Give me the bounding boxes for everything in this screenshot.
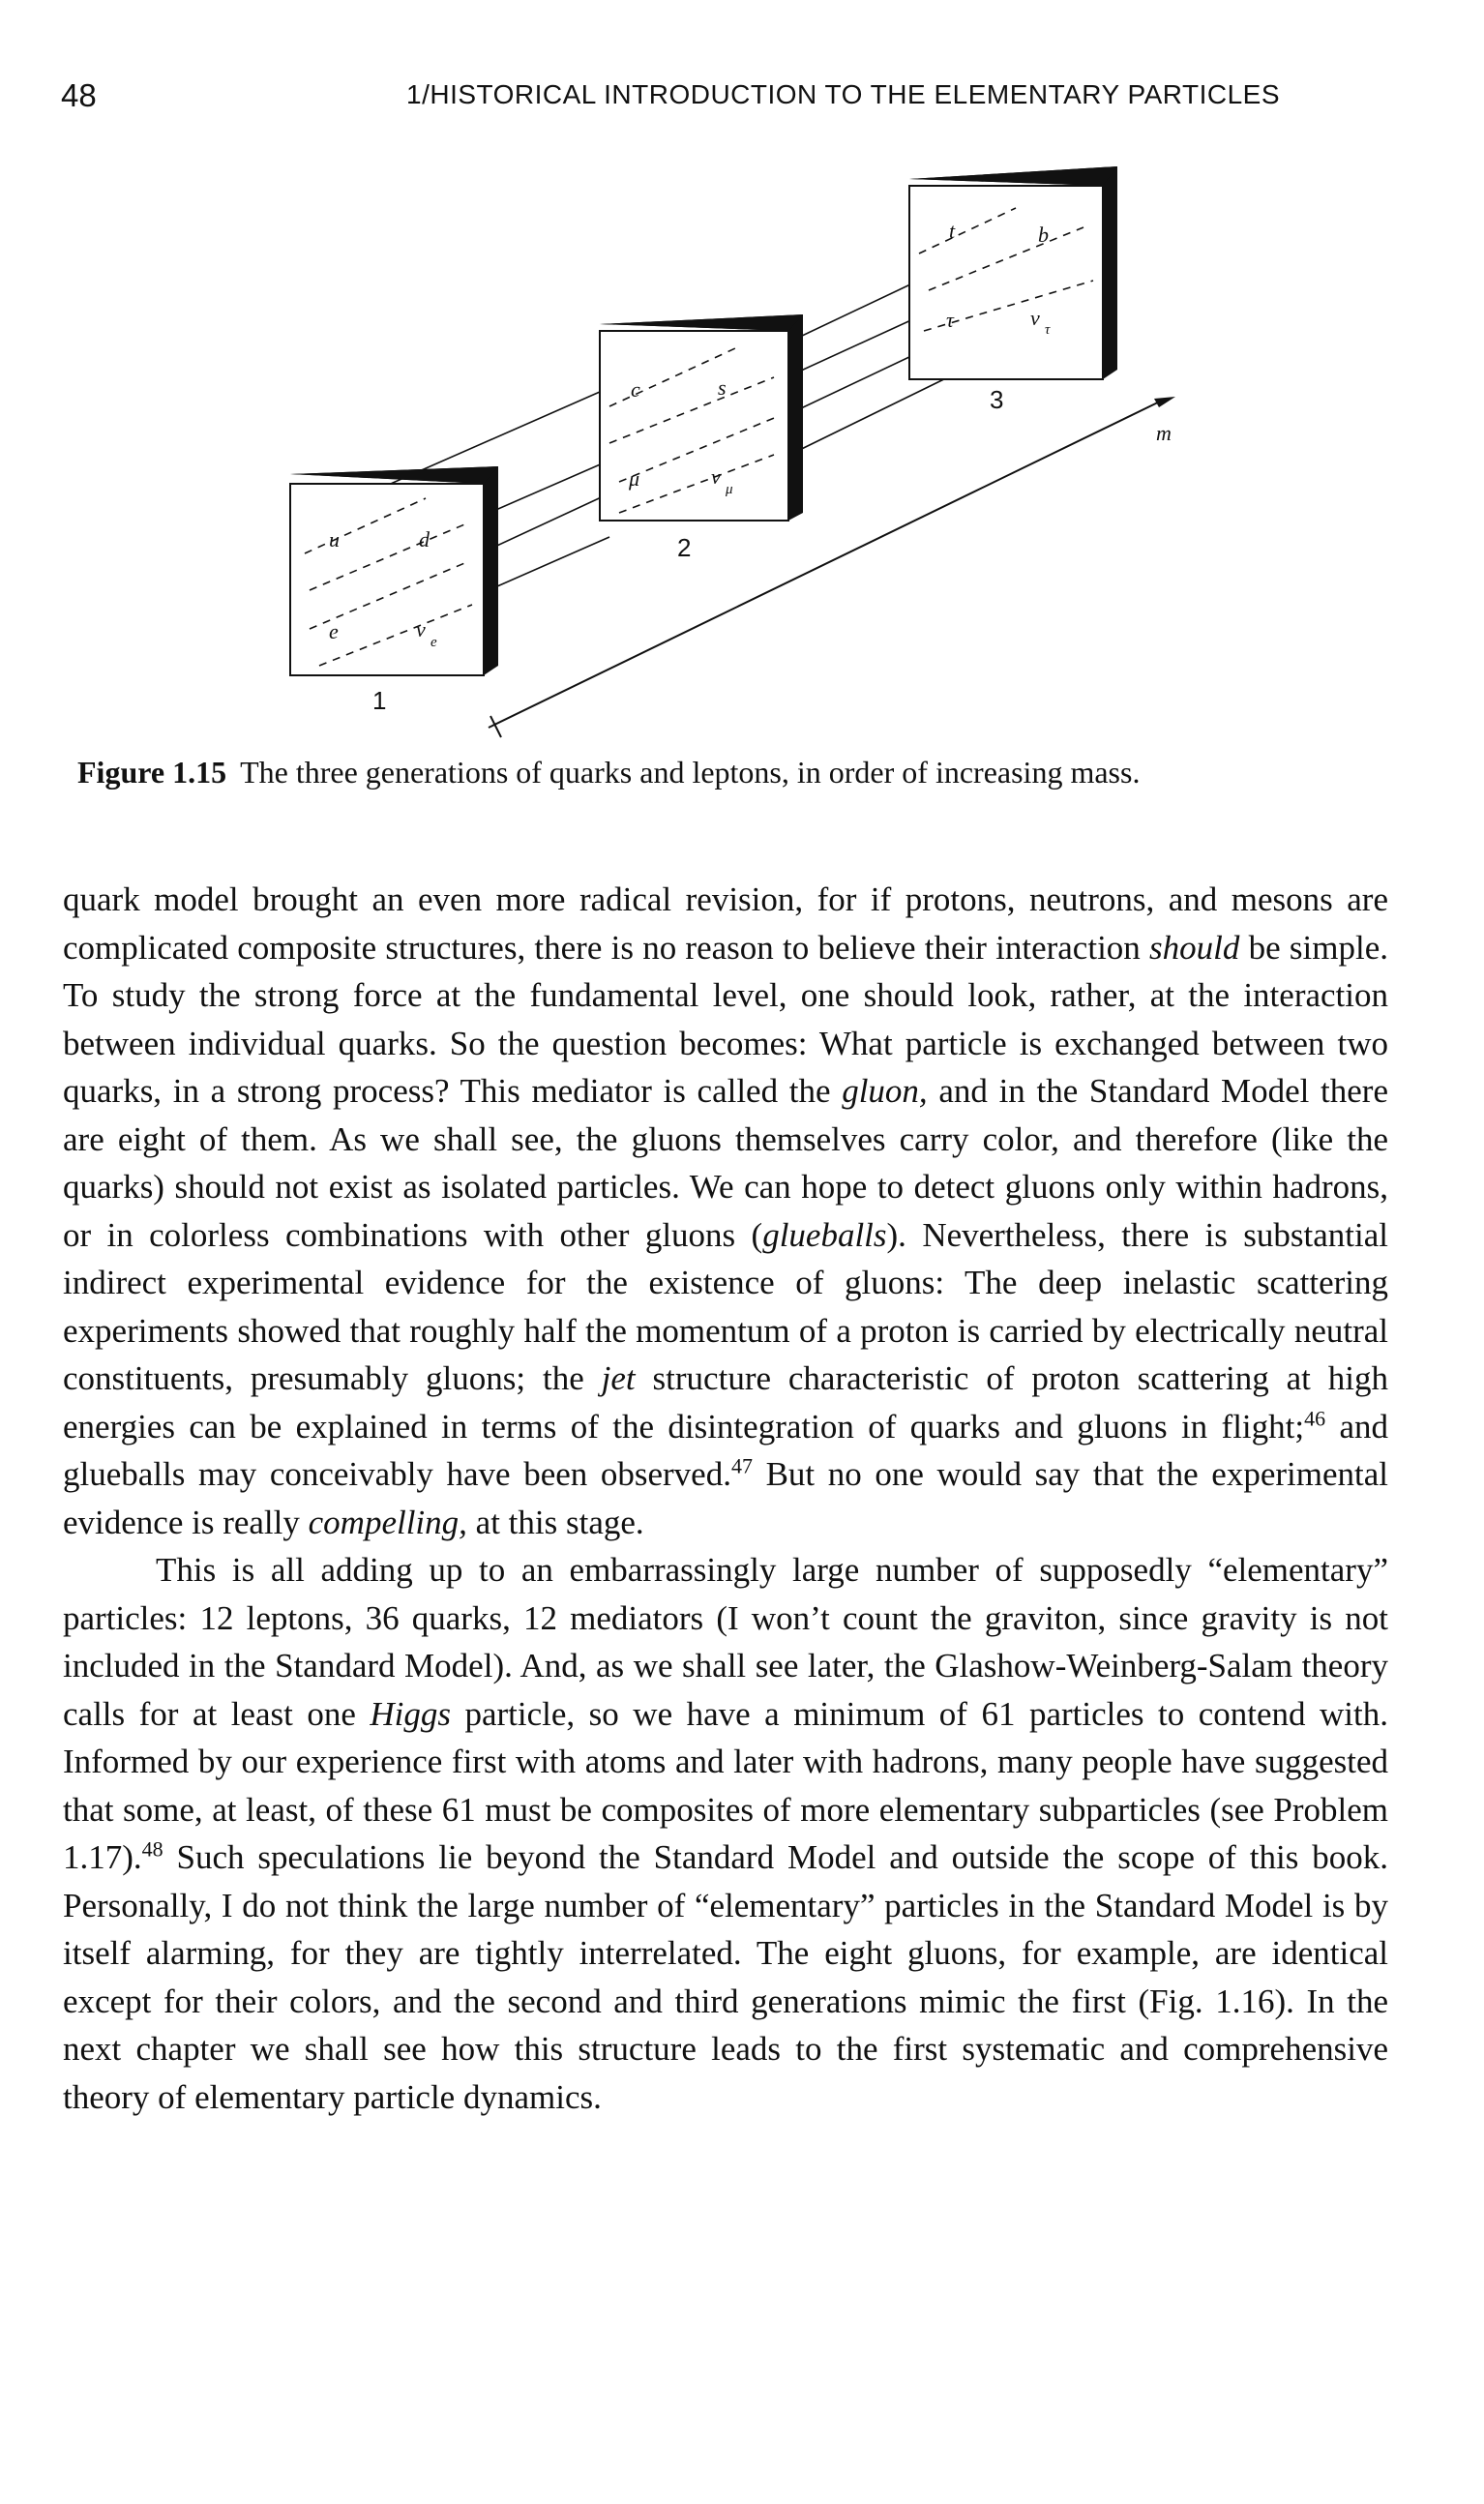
gen2-quark-down: s	[718, 375, 727, 400]
body-text	[63, 876, 1388, 2121]
gen2-lepton: μ	[629, 466, 640, 491]
mass-axis-line	[489, 399, 1166, 728]
gen3-quark-up: t	[949, 219, 956, 243]
text-run: This is all adding up to an embarrassingly large number of supposedly “elementary” particles: 12 leptons, 36 quarks, 12 mediators (I won’t count the graviton, since gravity is not included in the Standard Model). And, as we shall see later, the Glashow-Weinberg-Salam theory calls for at least one	[63, 1551, 1388, 1733]
mass-axis-arrow-icon	[1154, 397, 1175, 407]
figure-caption-text: The three generations of quarks and leptons, in order of increasing mass.	[240, 755, 1141, 790]
text-run: and in the Standard Model there are eight of them. As we shall see, the gluons themselves carry color, and therefore (like the quarks) should not exist as isolated particles. We can hope to detect gluons only within hadrons, or in colorless combinations with other gluons (	[63, 1072, 1388, 1254]
running-head: 1/HISTORICAL INTRODUCTION TO THE ELEMENTARY PARTICLES	[406, 79, 1280, 109]
text-run: particle, so we have a minimum of 61 particles to contend with. Informed by our experience first with atoms and later with hadrons, many people have suggested that some, at least, of these 61 must be composites of more elementary subparticles (see Problem 1.17).	[63, 1694, 1388, 1876]
gen3-neutrino: ν	[1030, 306, 1040, 330]
emphasis-text: jet	[601, 1359, 636, 1397]
figure-caption-label: Figure 1.15	[77, 755, 227, 790]
generations-figure	[0, 145, 1484, 764]
generation-3-box	[909, 166, 1117, 414]
footnote-ref: 48	[141, 1836, 163, 1862]
paragraph	[63, 876, 1388, 1546]
gen3-lepton: τ	[946, 308, 954, 332]
gen3-neutrino-subscript: τ	[1045, 322, 1051, 338]
gen1-number: 1	[372, 686, 387, 715]
page-number: 48	[61, 77, 97, 113]
generation-1-box	[290, 466, 498, 715]
gen2-neutrino-subscript: μ	[726, 482, 733, 497]
gen2-neutrino: ν	[711, 464, 721, 489]
gen1-lepton: e	[329, 619, 339, 643]
gen2-quark-up: c	[631, 377, 640, 402]
emphasis-text: compelling,	[308, 1503, 467, 1541]
text-run: ). Nevertheless, there is substantial indirect experimental evidence for the existence of gluons: The deep inelastic scattering experiments showed that roughly half the momentum of a proton is carried by electrically neutral constituents, presumably gluons; the	[63, 1215, 1388, 1397]
text-run: at this stage.	[466, 1503, 644, 1541]
gen2-number: 2	[677, 533, 692, 562]
emphasis-text: gluon,	[842, 1072, 928, 1110]
gen3-number: 3	[990, 385, 1004, 414]
gen1-neutrino-subscript: e	[430, 635, 437, 650]
generation-2-box	[600, 314, 803, 562]
text-run: quark model brought an even more radical revision, for if protons, neutrons, and mesons are complicated composite structures, there is no reason to believe their interaction	[63, 880, 1388, 967]
text-run: structure characteristic of proton scattering at high energies can be explained in terms of the disintegration of quarks and gluons in flight;	[63, 1359, 1388, 1446]
figure-caption	[77, 755, 1140, 790]
gen1-quark-up: u	[329, 527, 340, 551]
footnote-ref: 47	[730, 1453, 753, 1478]
emphasis-text: Higgs	[370, 1694, 451, 1733]
gen1-neutrino: ν	[416, 617, 426, 641]
generations-diagram	[0, 145, 1484, 764]
emphasis-text: should	[1149, 928, 1240, 967]
text-run: and glueballs may conceivably have been observed.	[63, 1407, 1388, 1493]
mass-axis-label: m	[1156, 421, 1172, 445]
gen3-quark-down: b	[1038, 223, 1049, 247]
text-run: be simple. To study the strong force at the fundamental level, one should look, rather, at the interaction between individual quarks. So the question becomes: What particle is exchanged between two quarks, in a strong process? This mediator is called the	[63, 928, 1388, 1110]
emphasis-text: glueballs	[762, 1215, 887, 1254]
gen1-quark-down: d	[419, 527, 430, 551]
paragraph	[63, 1546, 1388, 2121]
text-run: Such speculations lie beyond the Standard Model and outside the scope of this book. Personally, I do not think the large number of “elementary” particles in the Standard Model is by itself alarming, for they are tightly interrelated. The eight gluons, for example, are identical except for their colors, and the second and third generations mimic the first (Fig. 1.16). In the next chapter we shall see how this structure leads to the first systematic and comprehensive theory of elementary particle dynamics.	[63, 1838, 1388, 2116]
footnote-ref: 46	[1304, 1405, 1326, 1430]
text-run: But no one would say that the experimental evidence is really	[63, 1455, 1388, 1541]
